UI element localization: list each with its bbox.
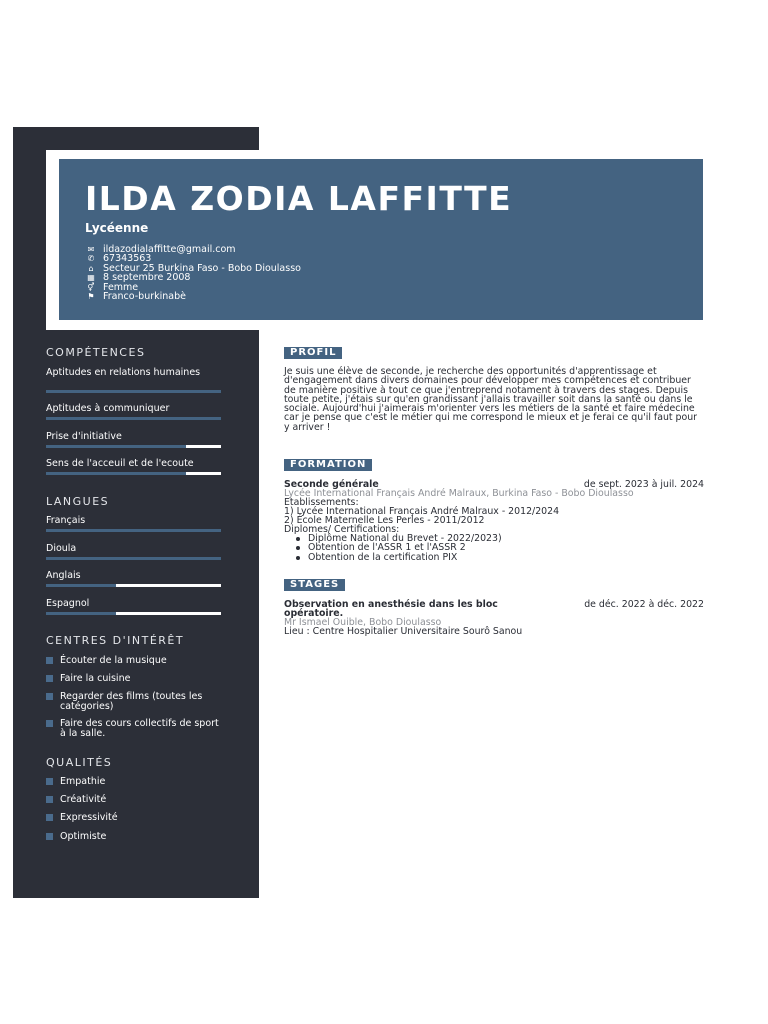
quality-item: Empathie bbox=[46, 777, 226, 787]
contact-email: ✉ ildazodialaffitte@gmail.com bbox=[85, 245, 301, 254]
square-bullet-icon bbox=[46, 657, 53, 664]
language-item: Espagnol bbox=[46, 599, 221, 609]
contact-gender: ⚥ Femme bbox=[85, 283, 301, 292]
list-item: Obtention de l'ASSR 1 et l'ASSR 2 bbox=[306, 543, 502, 552]
skill-bar bbox=[46, 390, 221, 393]
quality-item: Expressivité bbox=[46, 813, 226, 823]
skills-title: COMPÉTENCES bbox=[46, 346, 146, 359]
language-bar bbox=[46, 612, 221, 615]
contact-birthdate: ▦ 8 septembre 2008 bbox=[85, 273, 301, 282]
language-item: Dioula bbox=[46, 544, 221, 554]
interest-item: Faire la cuisine bbox=[46, 674, 226, 684]
skill-bar bbox=[46, 472, 221, 475]
list-item: Diplôme National du Brevet - 2022/2023) bbox=[308, 533, 502, 544]
profile-text: Je suis une élève de seconde, je recherche des opportunités d'apprentissage et d'engagement dans divers domaines pour développer mes compétences et contribuer de manière positive à tout ce que j'entreprend notament à travers des stages. Depuis toute petite, j'étais sur qu'en grandissant j'allais travailler soit dans la santé ou dans le sociale. Aujourd'hui j'aimerais m'orienter vers les métiers de la santé et faire médecine car je pense que c'est le métier qui me correspond le mieux et je ferai ce qu'il faut pour y arriver ! bbox=[284, 366, 698, 433]
stages-title: STAGES bbox=[284, 579, 345, 591]
flag-icon: ⚑ bbox=[87, 291, 95, 301]
contact-phone: ✆ 67343563 bbox=[85, 254, 301, 263]
formation-dates: de sept. 2023 à juil. 2024 bbox=[583, 479, 704, 490]
skills-section bbox=[46, 346, 236, 469]
languages-title: LANGUES bbox=[46, 495, 110, 508]
square-bullet-icon bbox=[46, 833, 53, 840]
square-bullet-icon bbox=[46, 814, 53, 821]
stage-place: Lieu : Centre Hospitalier Universitaire Sourô Sanou bbox=[284, 626, 523, 637]
profile-title: PROFIL bbox=[284, 347, 342, 359]
contact-nationality: ⚑ Franco-burkinabè bbox=[85, 292, 301, 301]
skill-item: Prise d'initiative bbox=[46, 432, 221, 442]
square-bullet-icon bbox=[46, 778, 53, 785]
header-banner bbox=[59, 159, 703, 320]
square-bullet-icon bbox=[46, 796, 53, 803]
language-bar bbox=[46, 529, 221, 532]
interest-item: Écouter de la musique bbox=[46, 656, 226, 666]
qualities-section bbox=[46, 756, 236, 842]
stage-dates: de déc. 2022 à déc. 2022 bbox=[584, 599, 704, 610]
languages-section bbox=[46, 495, 236, 609]
gender-icon: ⚥ bbox=[87, 282, 95, 292]
formation-degree: Seconde générale bbox=[284, 479, 379, 490]
stage-entry-header bbox=[284, 600, 704, 619]
home-icon: ⌂ bbox=[88, 263, 94, 273]
qualities-title: QUALITÉS bbox=[46, 756, 113, 769]
square-bullet-icon bbox=[46, 720, 53, 727]
language-bar bbox=[46, 584, 221, 587]
contact-address: ⌂ Secteur 25 Burkina Faso - Bobo Dioulasso bbox=[85, 264, 301, 273]
contact-list bbox=[85, 245, 301, 301]
interests-section bbox=[46, 634, 236, 739]
calendar-icon: ▦ bbox=[87, 273, 95, 283]
quality-item: Créativité bbox=[46, 795, 226, 805]
interest-item: Regarder des films (toutes les catégories) bbox=[46, 692, 226, 712]
certification-list bbox=[306, 534, 502, 562]
phone-icon: ✆ bbox=[87, 254, 95, 264]
language-item: Français bbox=[46, 516, 221, 526]
skill-item: Sens de l'acceuil et de l'ecoute bbox=[46, 459, 221, 469]
skill-item: Aptitudes en relations humaines bbox=[46, 368, 221, 378]
formation-line: Etablissements: bbox=[284, 497, 359, 508]
skill-bar bbox=[46, 417, 221, 420]
stage-tutor: Mr Ismael Ouible, Bobo Dioulasso bbox=[284, 617, 442, 628]
square-bullet-icon bbox=[46, 693, 53, 700]
language-item: Anglais bbox=[46, 571, 221, 581]
quality-item: Optimiste bbox=[46, 832, 226, 842]
formation-line: 2) École Maternelle Les Perles - 2011/2012 bbox=[284, 515, 485, 526]
skill-item: Aptitudes à communiquer bbox=[46, 404, 221, 414]
square-bullet-icon bbox=[46, 675, 53, 682]
list-item: Obtention de la certification PIX bbox=[306, 553, 502, 562]
formation-line: Diplomes/ Certifications: bbox=[284, 524, 400, 535]
interests-title: CENTRES D'INTÉRÊT bbox=[46, 634, 185, 647]
formation-title: FORMATION bbox=[284, 459, 372, 471]
stage-position: Observation en anesthésie dans les bloc opératoire. bbox=[284, 599, 498, 620]
interest-item: Faire des cours collectifs de sport à la salle. bbox=[46, 719, 226, 739]
formation-school: Lycée International Français André Malraux, Burkina Faso - Bobo Dioulasso bbox=[284, 488, 634, 499]
envelope-icon: ✉ bbox=[87, 245, 95, 254]
skill-bar bbox=[46, 445, 221, 448]
language-bar bbox=[46, 557, 221, 560]
candidate-role: Lycéenne bbox=[85, 221, 149, 235]
formation-line: 1) Lycée International Français André Malraux - 2012/2024 bbox=[284, 506, 560, 517]
candidate-name: ILDA ZODIA LAFFITTE bbox=[85, 179, 513, 218]
